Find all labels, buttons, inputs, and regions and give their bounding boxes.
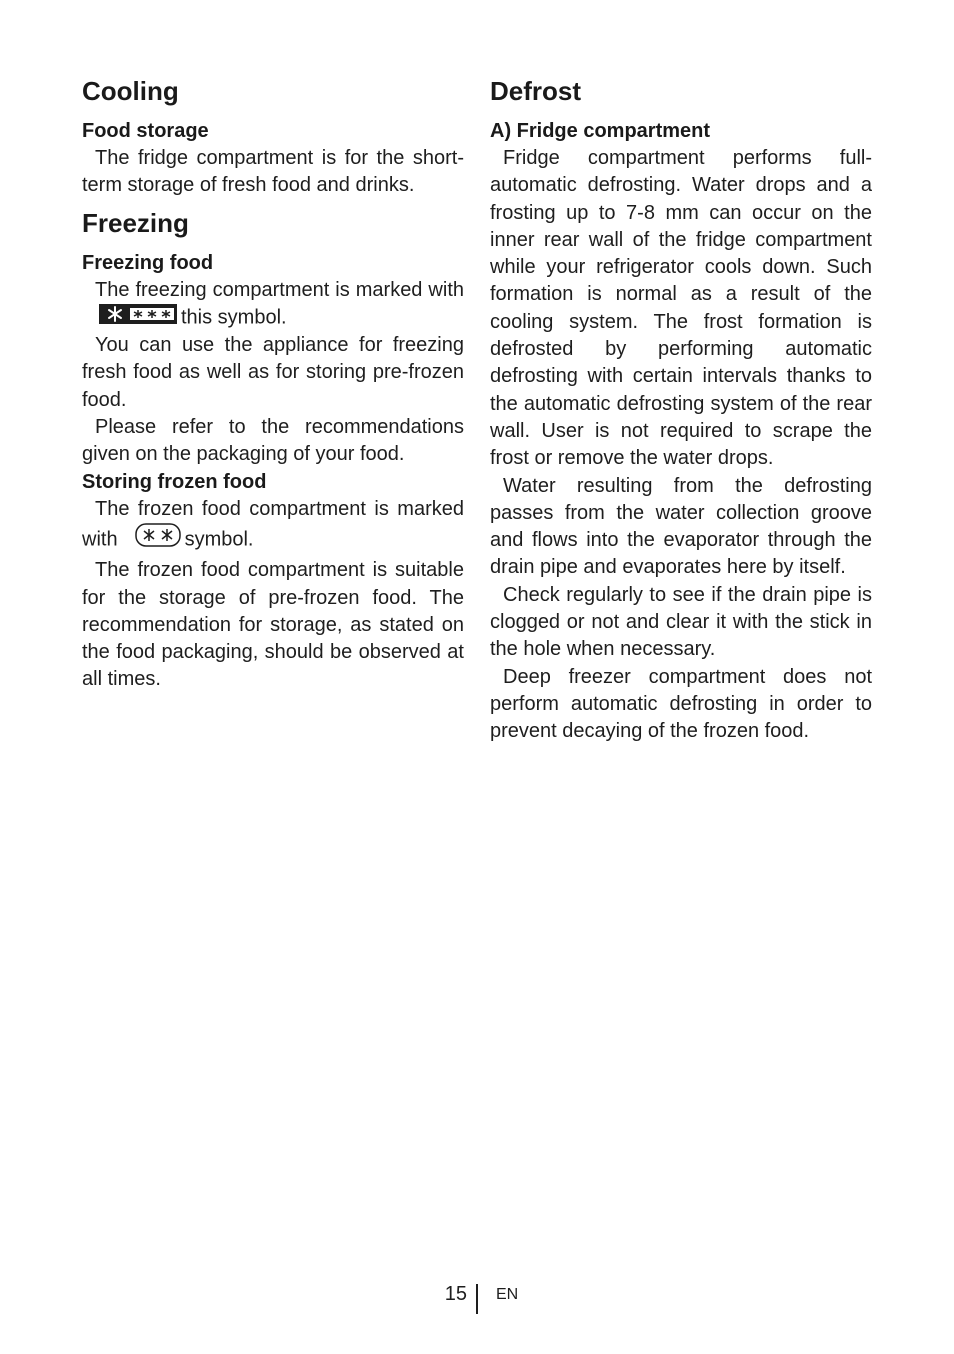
food-storage-text: The fridge compartment is for the short-term storage of fresh food and drinks. (82, 147, 464, 197)
storing-paragraph-1 (82, 496, 464, 558)
footer-divider (476, 1284, 478, 1314)
right-column (490, 74, 872, 746)
storing-p1-before: The frozen food compartment is marked with (82, 497, 464, 551)
storing-p1-after: symbol. (184, 528, 254, 551)
food-storage-heading: Food storage (82, 120, 209, 142)
defrost-paragraph-1: Fridge compartment performs full-automatic defrosting. Water drops and a frosting up to 7-8 mm can occur on the inner rear wall of the fridge compartment while your refrigerator cools down. Such formation is normal as a result of the cooling system. The frost formation is defrosted by performing automatic defrosting with certain intervals thanks to the automatic defrosting system of the rear wall. User is not required to scrape the frost or remove the water drops. (490, 147, 872, 470)
four-star-freezer-icon (86, 304, 177, 332)
freezing-title: Freezing (82, 207, 189, 238)
freezing-p1-after: this symbol. (181, 306, 287, 329)
defrost-title: Defrost (490, 76, 582, 106)
freezing-food-heading: Freezing food (82, 251, 214, 274)
storing-frozen-food-heading: Storing frozen food (82, 470, 267, 493)
freezing-paragraph-1 (82, 277, 464, 333)
freezing-paragraph-3: Please refer to the recommendations given on the packaging of your food. (82, 416, 464, 466)
two-star-freezer-icon (122, 523, 181, 557)
fridge-compartment-heading: A) Fridge compartment (490, 120, 711, 142)
freezing-p1-before: The freezing compartment is marked with (95, 278, 464, 301)
defrost-paragraph-4: Deep freezer compartment does not perform automatic defrosting in order to prevent decaying of the frozen food. (490, 665, 872, 743)
storing-paragraph-2: The frozen food compartment is suitable for the storage of pre-frozen food. The recommendation for storage, as stated on the food packaging, should be observed at all times. (82, 559, 464, 691)
page-footer (0, 1280, 954, 1316)
page-number: 15 (444, 1283, 467, 1305)
cooling-title: Cooling (82, 76, 179, 106)
defrost-paragraph-2: Water resulting from the defrosting passes from the water collection groove and flows into the evaporator through the drain pipe and evaporates here by itself. (490, 474, 872, 579)
left-column (82, 74, 464, 694)
language-code: EN (496, 1286, 519, 1303)
freezing-paragraph-2: You can use the appliance for freezing fresh food as well as for storing pre-frozen food. (82, 334, 464, 411)
defrost-paragraph-3: Check regularly to see if the drain pipe is clogged or not and clear it with the stick in the hole when necessary. (490, 583, 872, 661)
